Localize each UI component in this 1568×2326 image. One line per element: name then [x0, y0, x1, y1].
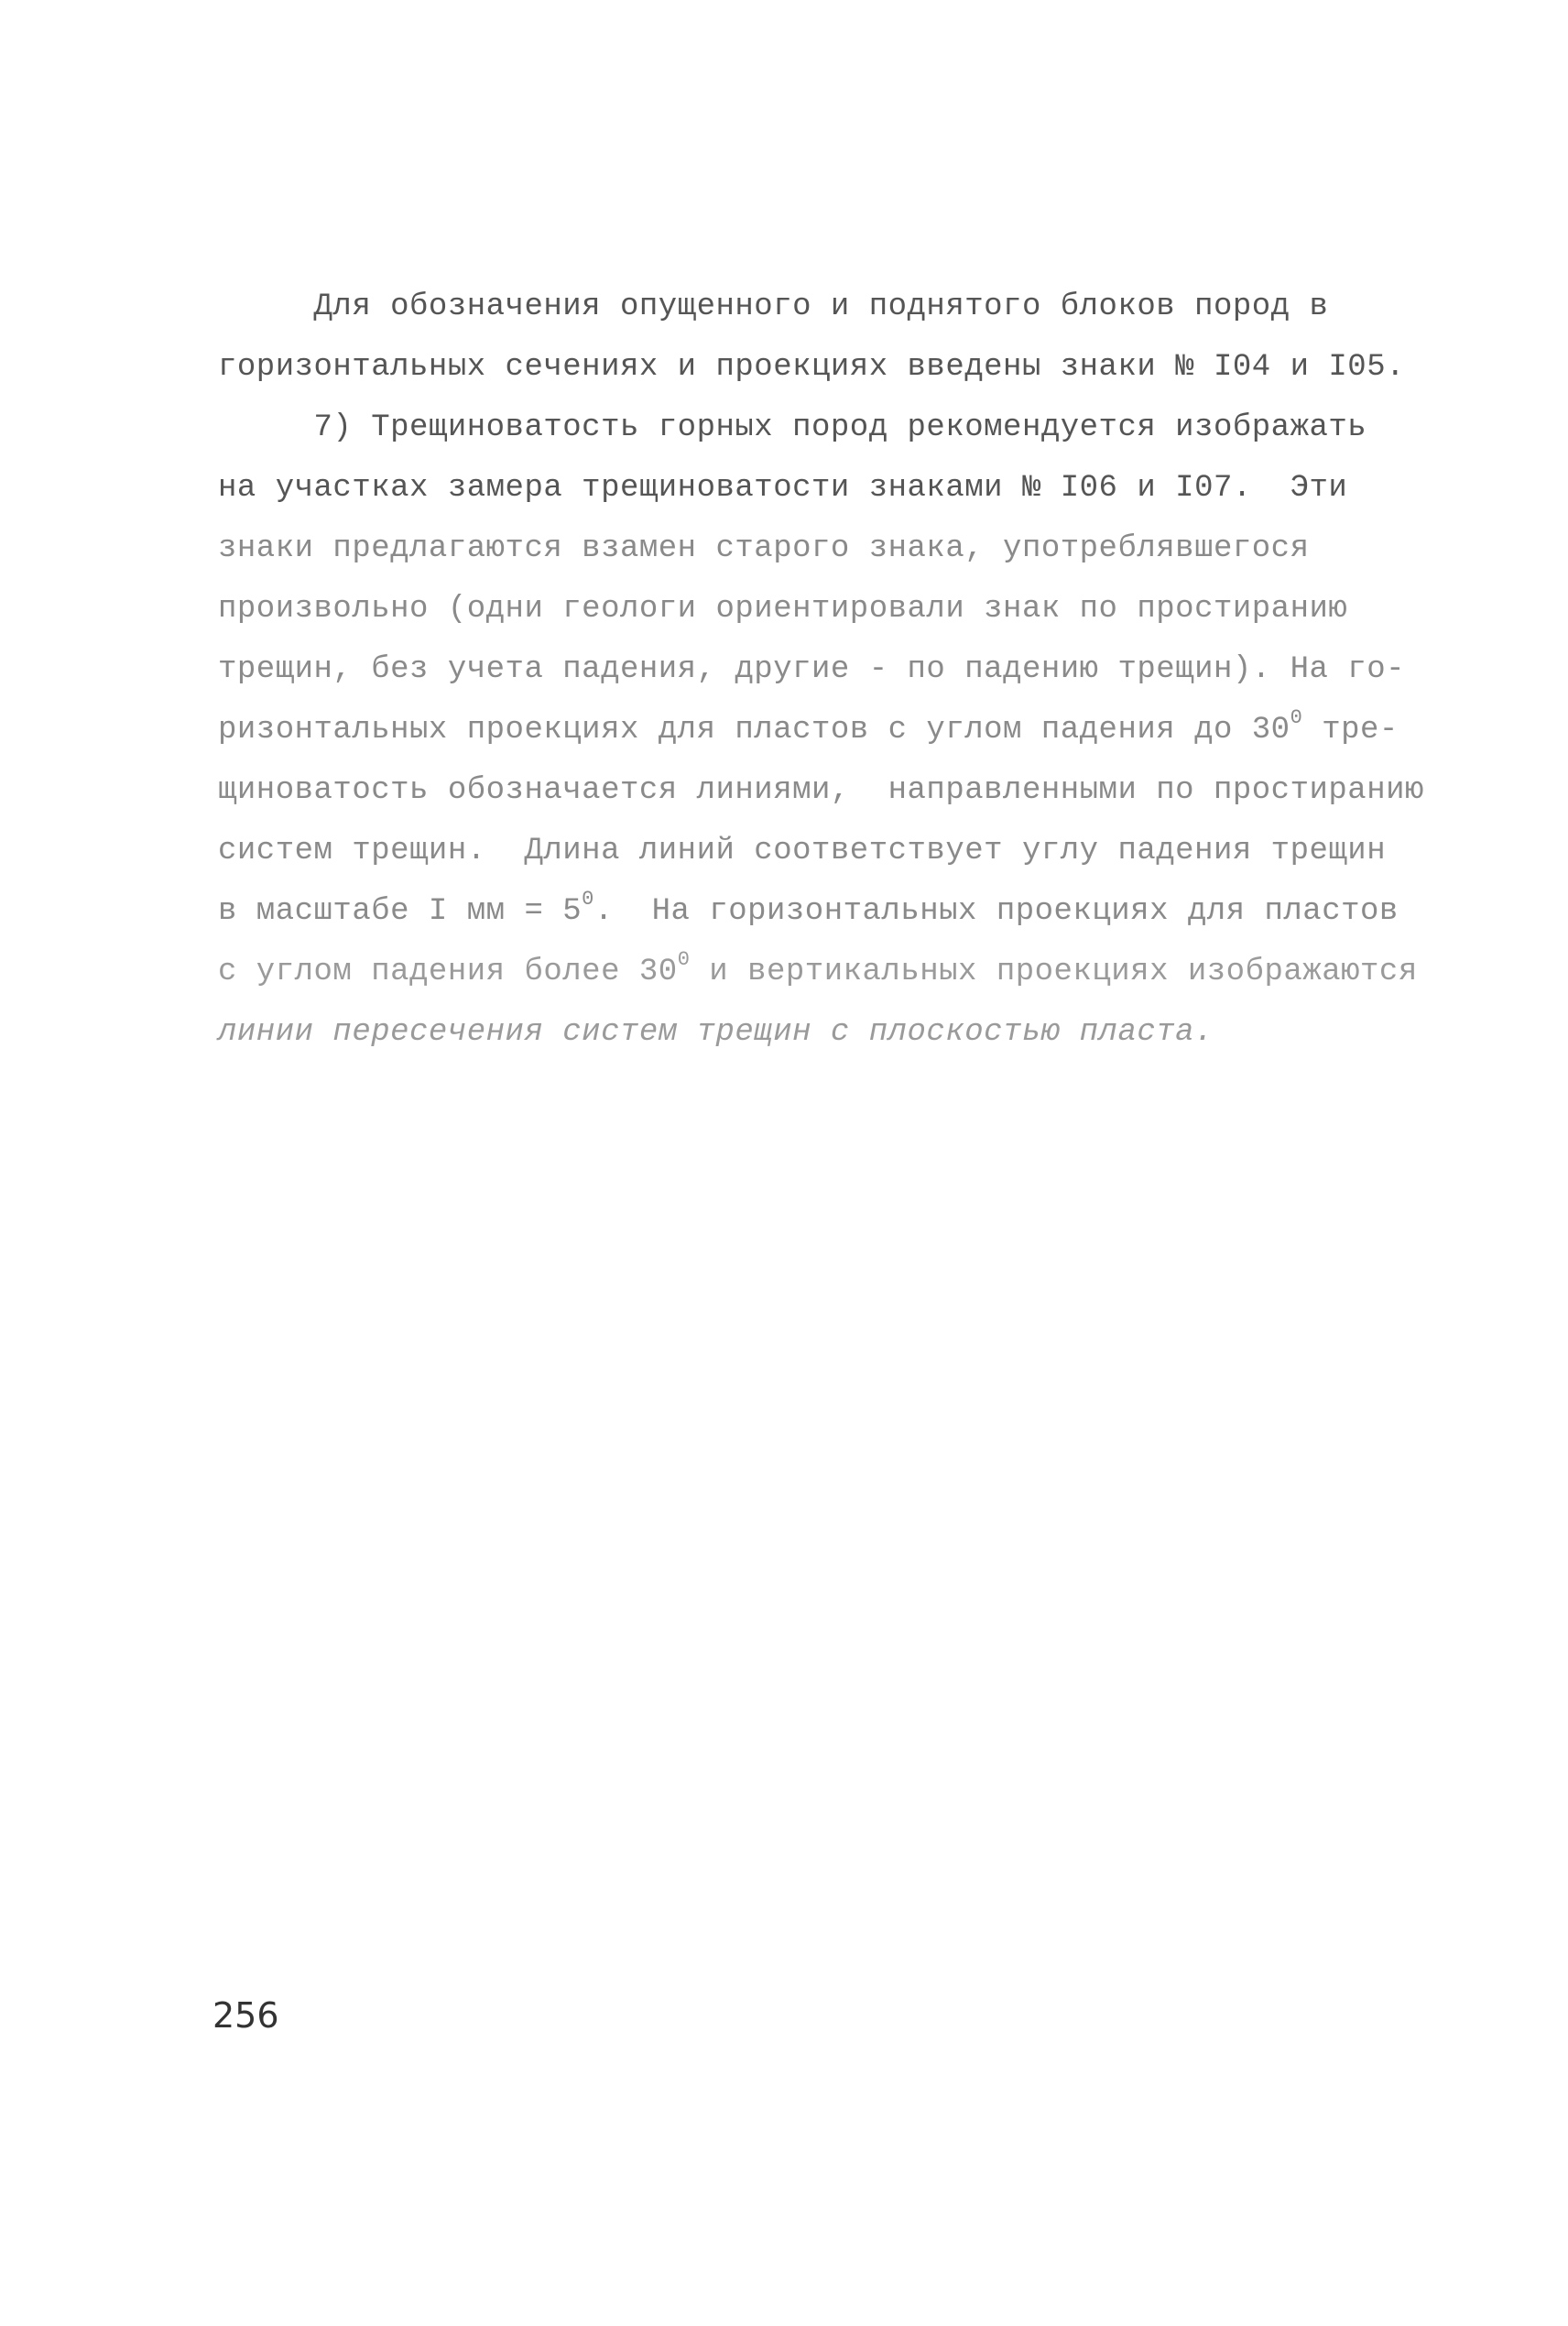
text-line-7: трещин, без учета падения, другие - по падению трещин). На го-	[218, 652, 1406, 687]
text-line-12-part-1: с углом падения более 30	[218, 955, 678, 989]
text-line-11-part-2: . На горизонтальных проекциях для пластов	[593, 894, 1399, 929]
degree-superscript: 0	[677, 947, 691, 971]
page-number: 256	[212, 1995, 279, 2036]
text-line-5: знаки предлагаются взамен старого знака, употреблявшегося	[218, 531, 1310, 566]
text-line-1: Для обозначения опущенного и поднятого блоков пород в	[218, 289, 1329, 324]
text-line-13: линии пересечения систем трещин с плоскостью пласта.	[218, 1015, 1214, 1050]
text-line-9: щиноватость обозначается линиями, направленными по простиранию	[218, 773, 1424, 808]
text-line-12-part-2: и вертикальных проекциях изображаются	[690, 955, 1418, 989]
text-line-8	[218, 700, 1399, 760]
text-line-11	[218, 881, 1399, 942]
text-line-10: систем трещин. Длина линий соответствует углу падения трещин	[218, 834, 1387, 868]
text-line-8-part-2: тре-	[1302, 713, 1399, 748]
text-line-4: на участках замера трещиноватости знаками № I06 и I07. Эти	[218, 471, 1348, 506]
text-line-11-part-1: в масштабе I мм = 5	[218, 894, 583, 929]
text-line-2: горизонтальных сечениях и проекциях введены знаки № I04 и I05.	[218, 350, 1406, 385]
degree-superscript: 0	[1290, 705, 1303, 729]
text-line-3: 7) Трещиноватость горных пород рекомендуется изображать	[218, 410, 1367, 445]
text-line-8-part-1: ризонтальных проекциях для пластов с углом падения до 30	[218, 713, 1290, 748]
text-line-12	[218, 942, 1418, 1002]
degree-superscript: 0	[582, 887, 594, 911]
text-line-6: произвольно (одни геологи ориентировали знак по простиранию	[218, 592, 1348, 627]
